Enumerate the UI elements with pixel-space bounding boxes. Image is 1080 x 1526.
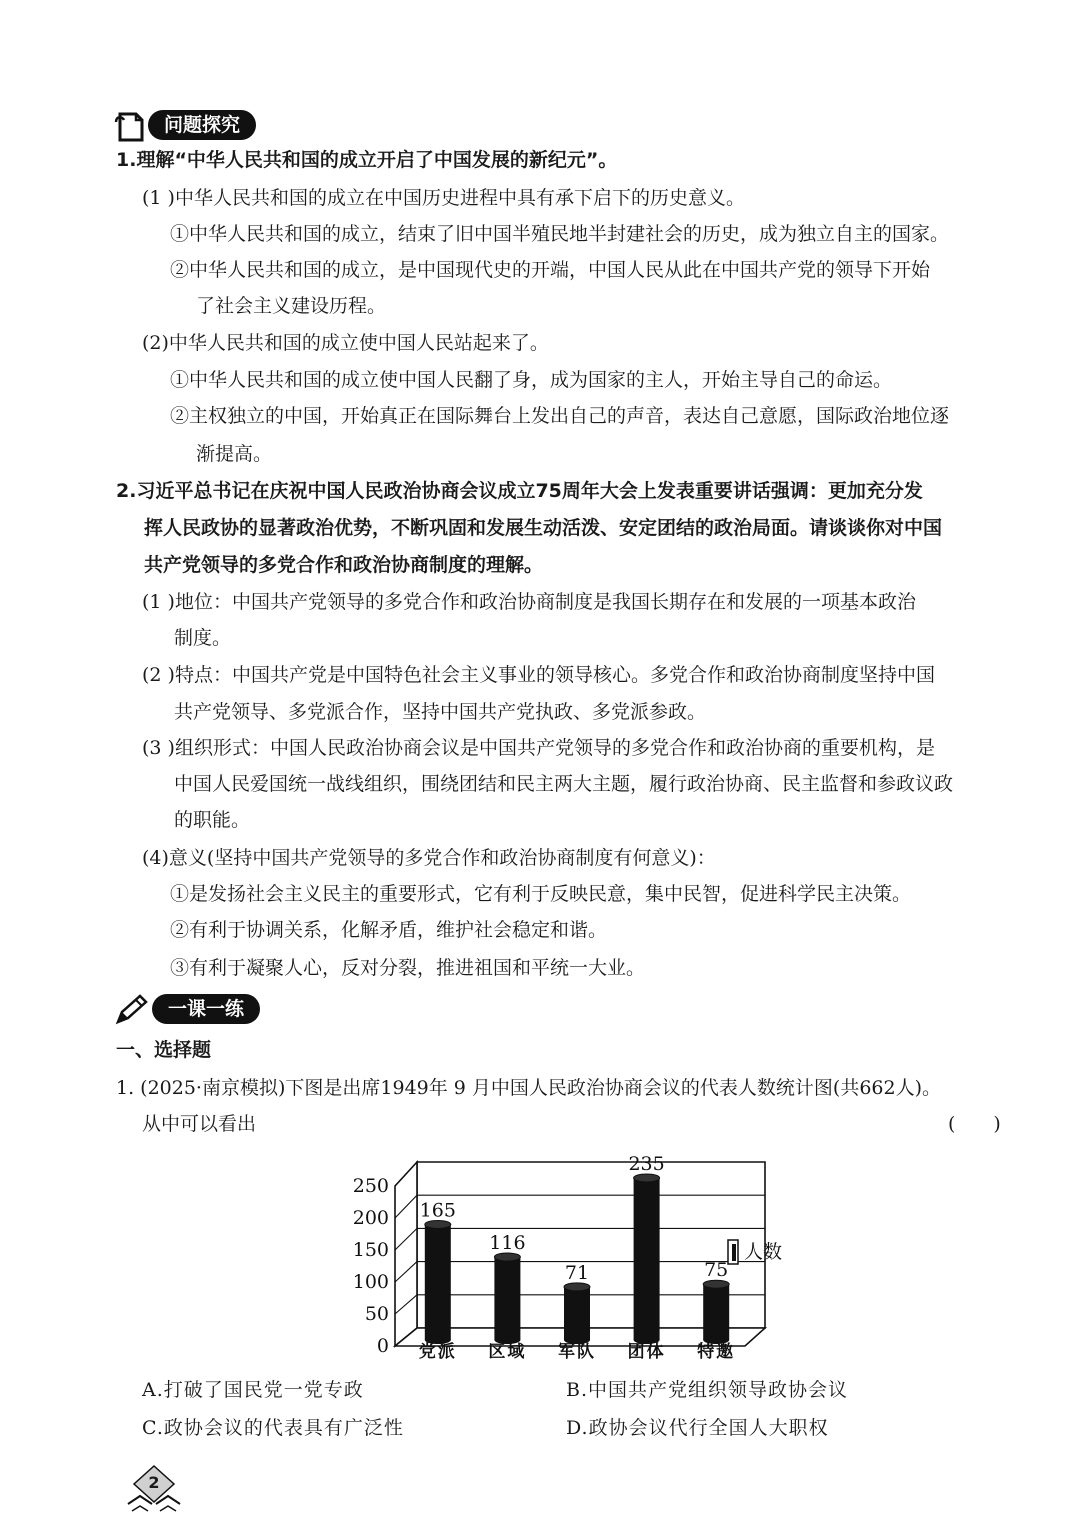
q1-point-2a: ①中华人民共和国的成立使中国人民翻了身，成为国家的主人，开始主导自己的命运。 (170, 369, 893, 391)
q1-title: 1.理解“中华人民共和国的成立开启了中国发展的新纪元”。 (116, 149, 618, 171)
x-category-label: 团体 (627, 1342, 666, 1360)
option-d[interactable]: D.政协会议代行全国人大职权 (566, 1417, 829, 1439)
option-b[interactable]: B.中国共产党组织领导政协会议 (566, 1379, 849, 1401)
q2-point-3-line3: 的职能。 (174, 809, 251, 831)
bar-value-label: 116 (489, 1231, 526, 1254)
exercise-question-line1: 1. (2025·南京模拟)下图是出席1949年 9 月中国人民政治协商会议的代表人数统计图(共662人)。 (116, 1077, 941, 1099)
q2-point-4c: ③有利于凝聚人心，反对分裂，推进祖国和平统一大业。 (170, 957, 646, 979)
bar (494, 1253, 520, 1344)
q2-point-4b: ②有利于协调关系，化解矛盾，维护社会稳定和谐。 (170, 919, 608, 941)
q2-point-1-line1: (1 )地位：中国共产党领导的多党合作和政治协商制度是我国长期存在和发展的一项基本政治 (142, 591, 916, 613)
section-title-practice: 一课一练 (152, 994, 260, 1024)
bar-value-label: 75 (704, 1259, 729, 1282)
y-tick-label: 0 (376, 1335, 389, 1357)
answer-paren[interactable]: ( ) (948, 1113, 1001, 1135)
x-category-label: 军队 (558, 1342, 596, 1360)
section-banner-explore (112, 110, 272, 144)
y-tick-label: 100 (352, 1271, 389, 1293)
q1-point-1a: ①中华人民共和国的成立，结束了旧中国半殖民地半封建社会的历史，成为独立自主的国家。 (170, 223, 950, 245)
section-banner-practice (112, 994, 272, 1028)
exercise-question-line2: 从中可以看出 (142, 1113, 257, 1135)
exercise-heading: 一、选择题 (116, 1039, 212, 1061)
y-tick-label: 200 (352, 1207, 389, 1229)
q1-point-2b-line1: ②主权独立的中国，开始真正在国际舞台上发出自己的声音，表达自己意愿，国际政治地位逐 (170, 405, 950, 427)
legend-label: 人数 (744, 1241, 783, 1263)
x-category-label: 党派 (418, 1342, 457, 1360)
delegate-bar-chart (340, 1150, 810, 1360)
bar (425, 1220, 451, 1344)
bar (703, 1280, 729, 1344)
x-category-label: 特邀 (697, 1342, 736, 1360)
option-a[interactable]: A.打破了国民党一党专政 (142, 1379, 364, 1401)
q2-point-3-line2: 中国人民爱国统一战线组织，围绕团结和民主两大主题，履行政治协商、民主监督和参政议政 (174, 773, 954, 795)
q2-title-line1: 2.习近平总书记在庆祝中国人民政治协商会议成立75周年大会上发表重要讲话强调：更加充分发 (116, 480, 923, 502)
page-number-badge (122, 1464, 186, 1514)
bar (564, 1283, 590, 1344)
bar-value-label: 235 (628, 1152, 665, 1175)
q1-point-2: (2)中华人民共和国的成立使中国人民站起来了。 (142, 332, 549, 354)
legend-swatch-bar (732, 1244, 736, 1261)
page-number: 2 (148, 1473, 160, 1492)
section-title-explore: 问题探究 (148, 110, 256, 140)
y-tick-label: 150 (352, 1239, 389, 1261)
q1-point-2b-line2: 渐提高。 (196, 443, 273, 465)
q2-title-line3: 共产党领导的多党合作和政治协商制度的理解。 (144, 554, 544, 576)
q2-point-3-line1: (3 )组织形式：中国人民政治协商会议是中国共产党领导的多党合作和政治协商的重要机构，是 (142, 737, 935, 759)
q2-point-1-line2: 制度。 (174, 627, 232, 649)
q1-point-1b-line1: ②中华人民共和国的成立，是中国现代史的开端，中国人民从此在中国共产党的领导下开始 (170, 259, 931, 281)
y-tick-label: 50 (364, 1303, 389, 1325)
q2-point-4a: ①是发扬社会主义民主的重要形式，它有利于反映民意，集中民智，促进科学民主决策。 (170, 883, 912, 905)
document-icon (112, 108, 152, 144)
bar-value-label: 165 (419, 1199, 456, 1222)
q1-point-1b-line2: 了社会主义建设历程。 (196, 295, 387, 317)
chart-side-wall (395, 1162, 417, 1346)
y-tick-label: 250 (352, 1175, 389, 1197)
bar (634, 1174, 660, 1344)
option-c[interactable]: C.政协会议的代表具有广泛性 (142, 1417, 404, 1439)
bar-value-label: 71 (564, 1261, 590, 1284)
q2-point-4: (4)意义(坚持中国共产党领导的多党合作和政治协商制度有何意义)： (142, 847, 716, 869)
q2-point-2-line2: 共产党领导、多党派合作，坚持中国共产党执政、多党派参政。 (174, 701, 707, 723)
x-category-label: 区域 (488, 1342, 527, 1360)
q2-title-line2: 挥人民政协的显著政治优势，不断巩固和发展生动活泼、安定团结的政治局面。请谈谈你对中国 (144, 517, 943, 539)
q1-point-1: (1 )中华人民共和国的成立在中国历史进程中具有承下启下的历史意义。 (142, 187, 745, 209)
q2-point-2-line1: (2 )特点：中国共产党是中国特色社会主义事业的领导核心。多党合作和政治协商制度坚持中国 (142, 664, 935, 686)
pencil-icon (112, 992, 152, 1028)
